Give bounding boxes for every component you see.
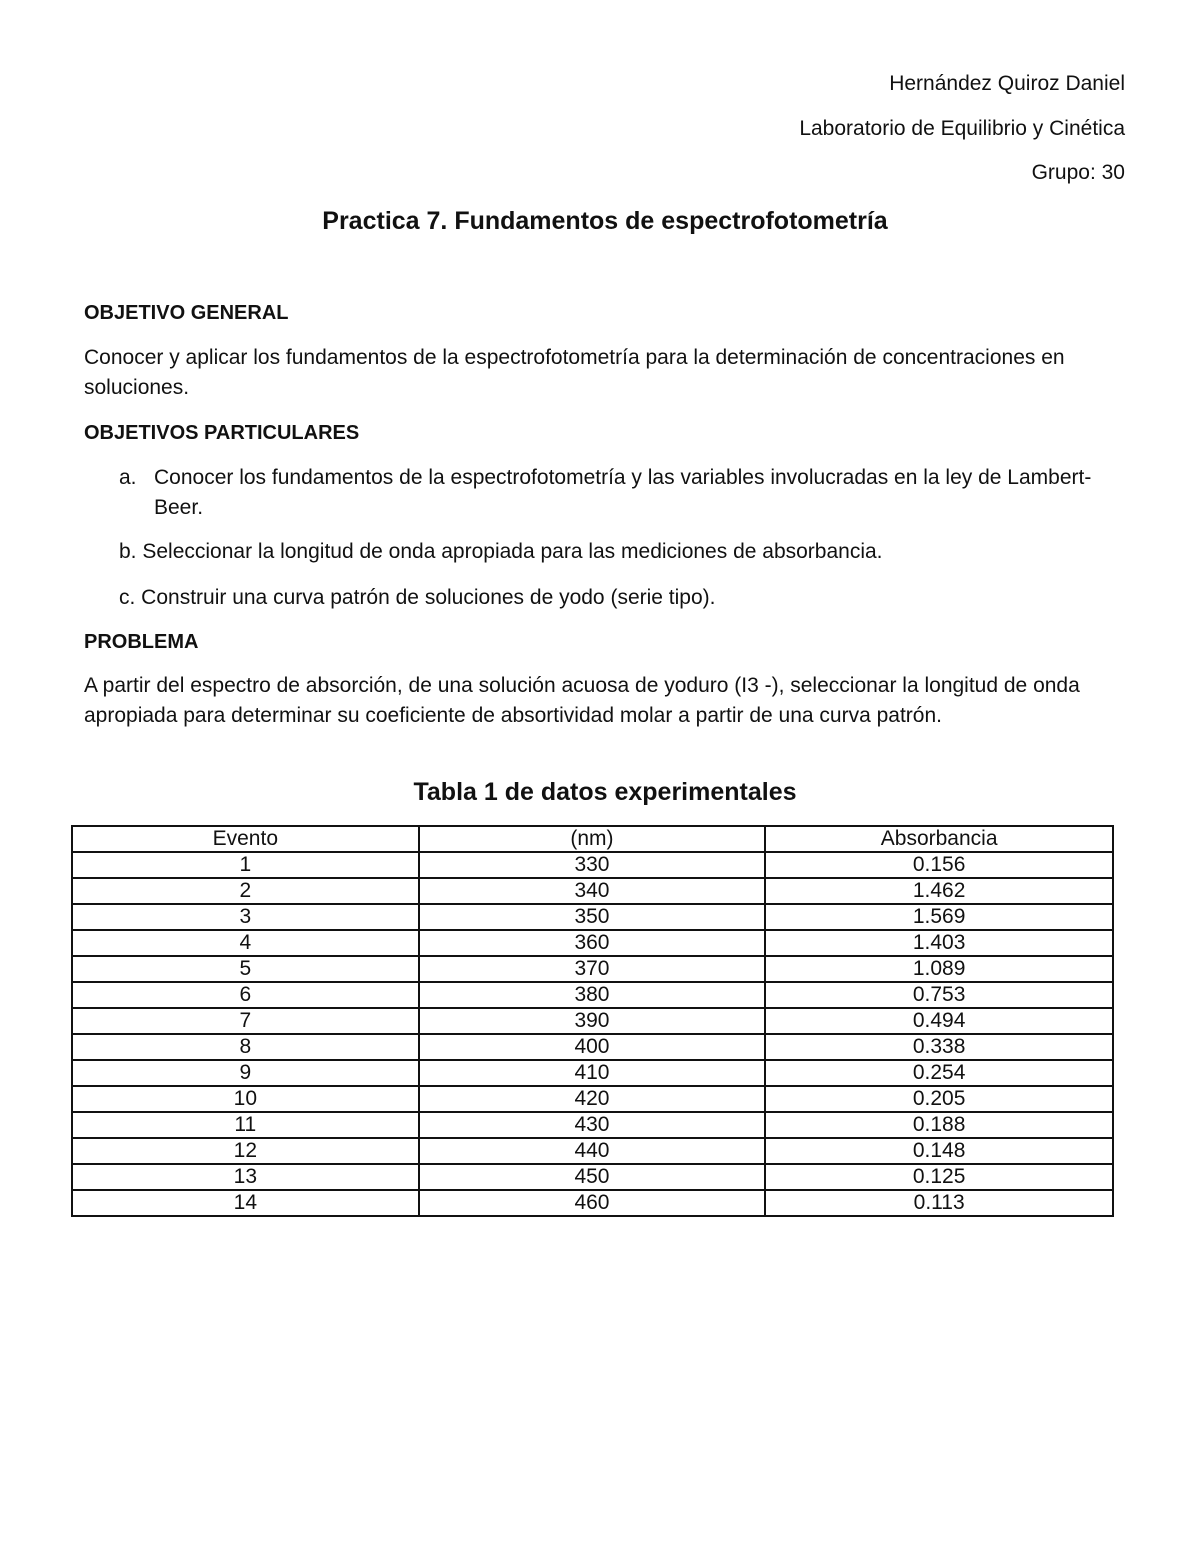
group-label: Grupo: 30 (1031, 161, 1125, 184)
table-row (72, 1112, 1113, 1138)
cell-evento: 5 (72, 956, 419, 982)
table-row (72, 982, 1113, 1008)
cell-absorbancia: 1.403 (765, 930, 1113, 956)
problema-heading: PROBLEMA (84, 631, 199, 653)
problema-text: A partir del espectro de absorción, de una solución acuosa de yoduro (I3 -), seleccionar la longitud de onda apropiada para determinar su coeficiente de absortividad molar a partir de una curva patrón. (84, 674, 1080, 727)
table-row (72, 1060, 1113, 1086)
list-marker-a: a. (119, 466, 137, 489)
cell-absorbancia: 0.156 (765, 852, 1113, 878)
table-row (72, 930, 1113, 956)
cell-wavelength: 380 (419, 982, 766, 1008)
cell-evento: 9 (72, 1060, 419, 1086)
cell-wavelength: 430 (419, 1112, 766, 1138)
list-item-c: c. Construir una curva patrón de soluciones de yodo (serie tipo). (119, 586, 716, 609)
cell-wavelength: 370 (419, 956, 766, 982)
cell-absorbancia: 0.205 (765, 1086, 1113, 1112)
cell-evento: 12 (72, 1138, 419, 1164)
table-row (72, 904, 1113, 930)
table-row (72, 1190, 1113, 1216)
cell-evento: 11 (72, 1112, 419, 1138)
cell-absorbancia: 1.462 (765, 878, 1113, 904)
table-title: Tabla 1 de datos experimentales (413, 778, 797, 806)
list-item-a: Conocer los fundamentos de la espectrofotometría y las variables involucradas en la ley de Lambert-Beer. (154, 466, 1092, 519)
cell-absorbancia: 0.753 (765, 982, 1113, 1008)
table-row (72, 1008, 1113, 1034)
column-header-absorbancia: Absorbancia (765, 826, 1113, 852)
data-table (71, 825, 1114, 1217)
author-name: Hernández Quiroz Daniel (889, 72, 1125, 95)
table-header-row (72, 826, 1113, 852)
cell-absorbancia: 0.188 (765, 1112, 1113, 1138)
cell-evento: 6 (72, 982, 419, 1008)
cell-absorbancia: 0.125 (765, 1164, 1113, 1190)
cell-wavelength: 360 (419, 930, 766, 956)
cell-wavelength: 420 (419, 1086, 766, 1112)
table-row (72, 852, 1113, 878)
cell-evento: 13 (72, 1164, 419, 1190)
cell-absorbancia: 0.338 (765, 1034, 1113, 1060)
cell-wavelength: 390 (419, 1008, 766, 1034)
table-row (72, 1086, 1113, 1112)
cell-evento: 8 (72, 1034, 419, 1060)
table-row (72, 1164, 1113, 1190)
cell-absorbancia: 0.494 (765, 1008, 1113, 1034)
table-row (72, 1138, 1113, 1164)
cell-wavelength: 340 (419, 878, 766, 904)
cell-absorbancia: 0.254 (765, 1060, 1113, 1086)
cell-evento: 7 (72, 1008, 419, 1034)
objetivo-general-heading: OBJETIVO GENERAL (84, 302, 289, 324)
cell-wavelength: 410 (419, 1060, 766, 1086)
cell-wavelength: 350 (419, 904, 766, 930)
cell-absorbancia: 0.148 (765, 1138, 1113, 1164)
lab-name: Laboratorio de Equilibrio y Cinética (799, 117, 1125, 140)
column-header-evento: Evento (72, 826, 419, 852)
cell-evento: 3 (72, 904, 419, 930)
cell-evento: 2 (72, 878, 419, 904)
cell-evento: 4 (72, 930, 419, 956)
cell-wavelength: 460 (419, 1190, 766, 1216)
document-title: Practica 7. Fundamentos de espectrofotometría (322, 207, 888, 235)
objetivo-general-text: Conocer y aplicar los fundamentos de la espectrofotometría para la determinación de concentraciones en soluciones. (84, 346, 1065, 399)
cell-wavelength: 330 (419, 852, 766, 878)
cell-absorbancia: 1.569 (765, 904, 1113, 930)
cell-wavelength: 400 (419, 1034, 766, 1060)
cell-wavelength: 440 (419, 1138, 766, 1164)
column-header-wavelength: (nm) (419, 826, 766, 852)
cell-absorbancia: 1.089 (765, 956, 1113, 982)
table-row (72, 1034, 1113, 1060)
cell-absorbancia: 0.113 (765, 1190, 1113, 1216)
cell-evento: 1 (72, 852, 419, 878)
table-row (72, 878, 1113, 904)
list-item-b: b. Seleccionar la longitud de onda apropiada para las mediciones de absorbancia. (119, 540, 883, 563)
cell-evento: 10 (72, 1086, 419, 1112)
table-row (72, 956, 1113, 982)
cell-wavelength: 450 (419, 1164, 766, 1190)
objetivos-particulares-heading: OBJETIVOS PARTICULARES (84, 422, 360, 444)
cell-evento: 14 (72, 1190, 419, 1216)
